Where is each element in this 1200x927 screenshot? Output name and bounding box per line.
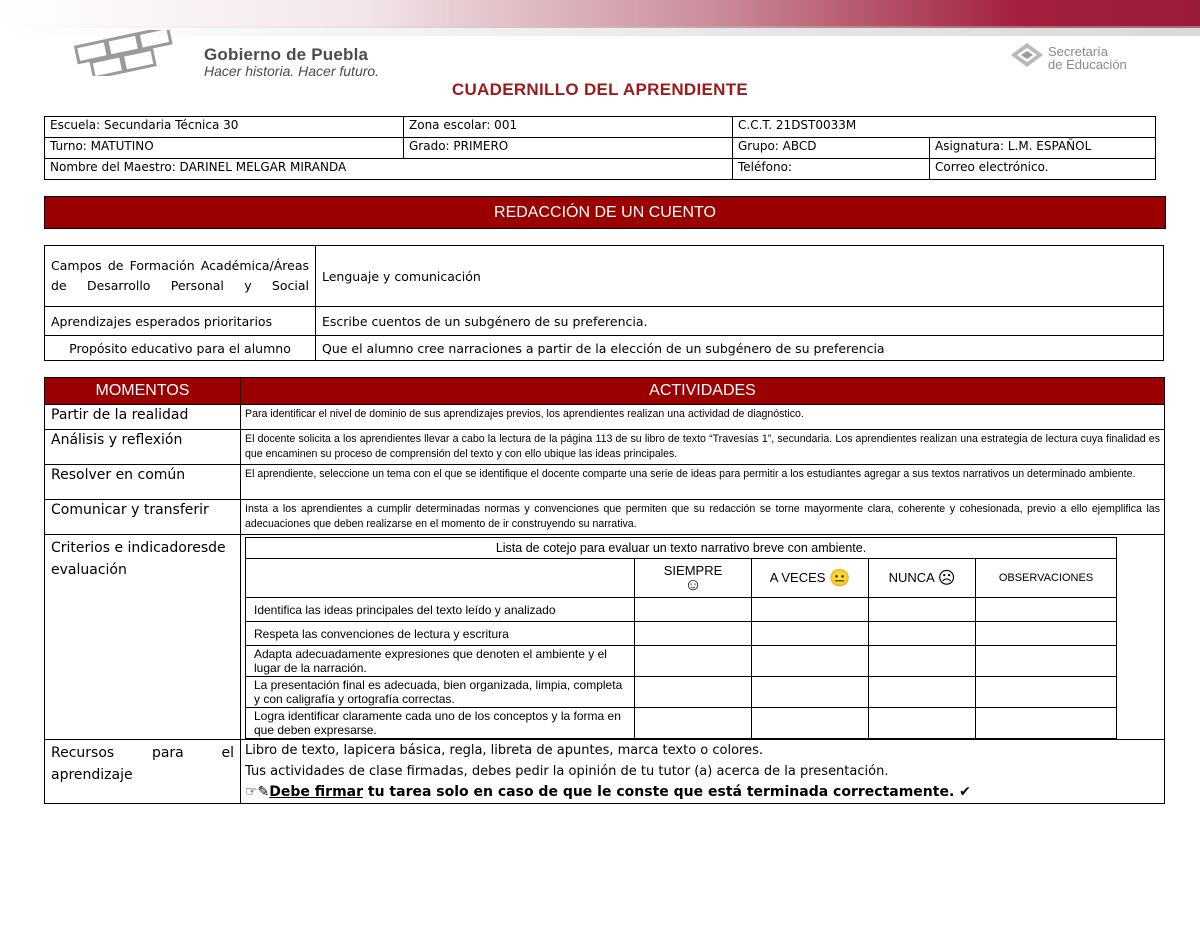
asignatura-cell: Asignatura: L.M. ESPAÑOL: [930, 138, 1156, 159]
recursos-line-1: Libro de texto, lapicera básica, regla, libreta de apuntes, marca texto o colores.: [245, 743, 764, 758]
momento-partir: Partir de la realidad: [45, 405, 241, 430]
pointing-hand-icon: ☞✎: [245, 784, 270, 800]
telefono-cell: Teléfono:: [733, 159, 930, 180]
criterion-5-obs: [976, 708, 1117, 739]
momento-comunicar: Comunicar y transferir: [45, 500, 241, 535]
a-veces-header: [752, 559, 869, 598]
nunca-label: NUNCA: [888, 569, 935, 585]
criterion-1-obs: [976, 598, 1117, 622]
campos-value: Lenguaje y comunicación: [316, 246, 1164, 307]
recursos-line-2: Tus actividades de clase firmadas, debes pedir la opinión de tu tutor (a) acerca de la presentación.: [245, 764, 889, 779]
criterion-2: Respeta las convenciones de lectura y escritura: [246, 622, 635, 646]
criterion-3-nunca: [869, 646, 976, 677]
momentos-header: MOMENTOS: [45, 378, 241, 405]
recursos-line-3: [245, 782, 1160, 803]
criterion-3-siempre: [635, 646, 752, 677]
checklist-blank-header: [246, 559, 635, 598]
checklist-cell: [241, 535, 1165, 740]
maestro-cell: Nombre del Maestro: DARINEL MELGAR MIRANDA: [45, 159, 733, 180]
criterion-5-siempre: [635, 708, 752, 739]
proposito-label: Propósito educativo para el alumno: [45, 336, 316, 361]
secretaria-name: [1048, 45, 1127, 71]
turno-cell: Turno: MATUTINO: [45, 138, 404, 159]
observaciones-header: OBSERVACIONES: [976, 559, 1117, 598]
neutral-face-icon: 😐: [829, 568, 851, 588]
criterion-1-nunca: [869, 598, 976, 622]
criterion-5-aveces: [752, 708, 869, 739]
siempre-label: SIEMPRE: [663, 563, 723, 578]
school-info-table: [44, 116, 1156, 180]
criterion-2-siempre: [635, 622, 752, 646]
criterion-5: Logra identificar claramente cada uno de los conceptos y la forma en que deben expresarse.: [246, 708, 635, 739]
criterion-3-aveces: [752, 646, 869, 677]
cct-cell: C.C.T. 21DST0033M: [733, 117, 1156, 138]
section-title: REDACCIÓN DE UN CUENTO: [44, 196, 1166, 229]
actividad-resolver: El aprendiente, seleccione un tema con el que se identifique el docente comparte una serie de ideas para permitir a los estudiantes agregar a sus textos narrativos un determinado ambiente.: [241, 465, 1165, 500]
aprendizajes-label: Aprendizajes esperados prioritarios: [45, 307, 316, 336]
actividad-partir: Para identificar el nivel de dominio de sus aprendizajes previos, los aprendientes realizan una actividad de diagnóstico.: [241, 405, 1165, 430]
curriculum-info-table: [44, 245, 1164, 361]
criterion-5-nunca: [869, 708, 976, 739]
gov-name: Gobierno de Puebla: [204, 45, 369, 64]
top-decorative-band: [0, 0, 1200, 28]
frown-icon: ☹: [937, 568, 956, 588]
activities-table: [44, 377, 1165, 804]
recursos-line-3-rest: tu tarea solo en caso de que le conste que está terminada correctamente. ✔: [363, 784, 971, 800]
grupo-cell: Grupo: ABCD: [733, 138, 930, 159]
secretaria-line1: Secretaría: [1048, 44, 1108, 59]
criterion-4-aveces: [752, 677, 869, 708]
criterion-2-nunca: [869, 622, 976, 646]
document-title: CUADERNILLO DEL APRENDIENTE: [451, 80, 749, 99]
campos-label: Campos de Formación Académica/Áreas de Desarrollo Personal y Social: [45, 246, 316, 307]
zona-cell: Zona escolar: 001: [404, 117, 733, 138]
criterion-2-obs: [976, 622, 1117, 646]
grado-cell: Grado: PRIMERO: [404, 138, 733, 159]
debe-firmar: Debe firmar: [269, 784, 364, 800]
criterion-3-obs: [976, 646, 1117, 677]
criterion-1-siempre: [635, 598, 752, 622]
momento-resolver: Resolver en común: [45, 465, 241, 500]
actividades-header: ACTIVIDADES: [241, 378, 1165, 405]
criterion-4-obs: [976, 677, 1117, 708]
momento-recursos: Recursos para el aprendizaje: [45, 740, 241, 804]
criterion-1-aveces: [752, 598, 869, 622]
proposito-value: Que el alumno cree narraciones a partir de la elección de un subgénero de su preferencia: [316, 336, 1164, 361]
smile-icon: ☺: [684, 575, 702, 594]
checklist-caption: Lista de cotejo para evaluar un texto narrativo breve con ambiente.: [246, 538, 1117, 559]
criterion-4-siempre: [635, 677, 752, 708]
checklist-table: [245, 537, 1117, 739]
recursos-cell: [241, 740, 1165, 804]
criterion-4: La presentación final es adecuada, bien organizada, limpia, completa y con caligrafía y ortografía correctas.: [246, 677, 635, 708]
actividad-analisis: El docente solicita a los aprendientes llevar a cabo la lectura de la página 113 de su libro de texto “Travesías 1”, secundaria. Los aprendientes realizan una estrategia de lectura cuya finalidad es que encaminen su proceso de comprensión del texto y con ello ubique las ideas principales.: [241, 430, 1165, 465]
siempre-header: [635, 559, 752, 598]
sep-logo: [1010, 42, 1044, 68]
gov-slogan: Hacer historia. Hacer futuro.: [204, 63, 380, 79]
criterion-2-aveces: [752, 622, 869, 646]
secretaria-line2: de Educación: [1048, 57, 1127, 72]
a-veces-label: A VECES: [769, 569, 826, 585]
escuela-cell: Escuela: Secundaria Técnica 30: [45, 117, 404, 138]
momento-analisis: Análisis y reflexión: [45, 430, 241, 465]
puebla-logo: [70, 30, 188, 76]
criterion-3: Adapta adecuadamente expresiones que denoten el ambiente y el lugar de la narración.: [246, 646, 635, 677]
actividad-comunicar: Insta a los aprendientes a cumplir determinadas normas y convenciones que permiten que su redacción se torne mayormente clara, coherente y cohesionada, previo a ello ejemplifica las adecuaciones que deben realizarse en el momento de ir construyendo su narrativa.: [241, 500, 1165, 535]
nunca-header: [869, 559, 976, 598]
aprendizajes-value: Escribe cuentos de un subgénero de su preferencia.: [316, 307, 1164, 336]
criterion-1: Identifica las ideas principales del texto leído y analizado: [246, 598, 635, 622]
correo-cell: Correo electrónico.: [930, 159, 1156, 180]
momento-criterios: Criterios e indicadoresde evaluación: [45, 535, 241, 740]
criterion-4-nunca: [869, 677, 976, 708]
